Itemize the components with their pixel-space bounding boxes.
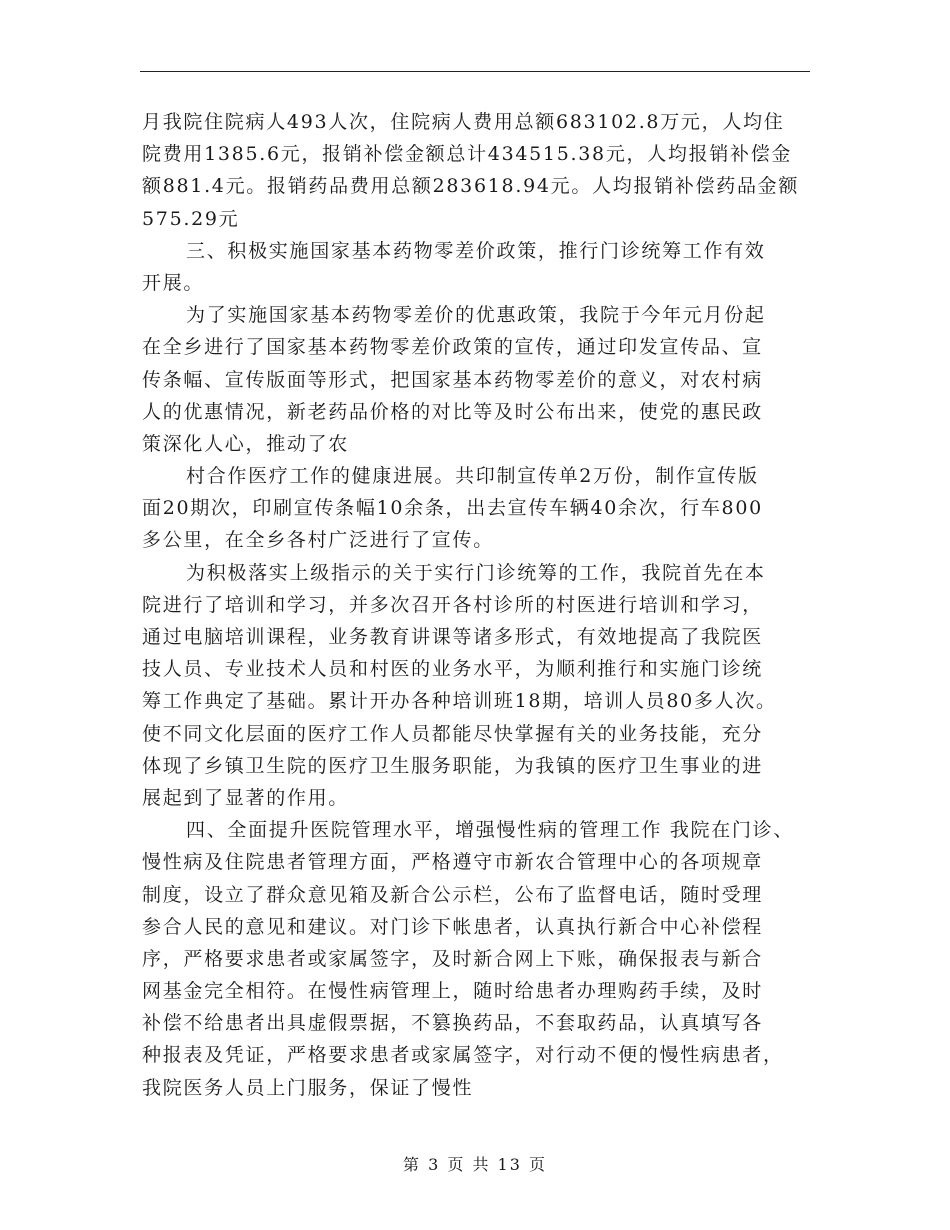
text-line: 种报表及凭证，严格要求患者或家属签字，对行动不便的慢性病患者， xyxy=(142,1044,784,1067)
text-line: 制度，设立了群众意见箱及新合公示栏，公布了监督电话，随时受理 xyxy=(142,883,764,906)
paragraph-start: 为积极落实上级指示的关于实行门诊统筹的工作，我院首先在本 xyxy=(186,561,766,584)
text-line: 多公里，在全乡各村广泛进行了宣传。 xyxy=(142,529,494,552)
paragraph-start: 为了实施国家基本药物零差价的优惠政策，我院于今年元月份起 xyxy=(186,304,766,327)
text-line: 使不同文化层面的医疗工作人员都能尽快掌握有关的业务技能，充分 xyxy=(142,722,764,745)
body-text xyxy=(142,106,810,1104)
text-line: 面20期次，印刷宣传条幅10余条，出去宣传车辆40余次，行车800 xyxy=(142,497,763,520)
text-line: 体现了乡镇卫生院的医疗卫生服务职能，为我镇的医疗卫生事业的进 xyxy=(142,754,764,777)
text-line: 策深化人心，推动了农 xyxy=(142,432,350,455)
text-line: 人的优惠情况，新老药品价格的对比等及时公布出来，使党的惠民政 xyxy=(142,400,764,423)
header-rule xyxy=(140,71,810,72)
text-line: 开展。 xyxy=(142,271,205,294)
text-line: 序，严格要求患者或家属签字，及时新合网上下账，确保报表与新合 xyxy=(142,947,764,970)
text-line: 网基金完全相符。在慢性病管理上，随时给患者办理购药手续，及时 xyxy=(142,980,764,1003)
text-line: 展起到了显著的作用。 xyxy=(142,786,350,809)
text-line: 额881.4元。报销药品费用总额283618.94元。人均报销补偿药品金额 xyxy=(142,175,800,198)
text-line: 技人员、专业技术人员和村医的业务水平，为顺利推行和实施门诊统 xyxy=(142,658,764,681)
section-heading-3: 三、积极实施国家基本药物零差价政策，推行门诊统筹工作有效 xyxy=(186,239,766,262)
paragraph-start: 村合作医疗工作的健康进展。共印制宣传单2万份，制作宣传版 xyxy=(186,465,759,488)
text-line: 院进行了培训和学习，并多次召开各村诊所的村医进行培训和学习， xyxy=(142,593,764,616)
text-line: 院费用1385.6元，报销补偿金额总计434515.38元，人均报销补偿金 xyxy=(142,143,793,166)
text-line: 在全乡进行了国家基本药物零差价政策的宣传，通过印发宣传品、宣 xyxy=(142,336,764,359)
text-line: 补偿不给患者出具虚假票据，不篡换药品，不套取药品，认真填写各 xyxy=(142,1012,764,1035)
text-line: 通过电脑培训课程，业务教育讲课等诸多形式，有效地提高了我院医 xyxy=(142,626,764,648)
text-line: 慢性病及住院患者管理方面，严格遵守市新农合管理中心的各项规章 xyxy=(142,851,764,874)
text-line: 参合人民的意见和建议。对门诊下帐患者，认真执行新合中心补偿程 xyxy=(142,915,764,938)
text-line: 575.29元 xyxy=(142,207,240,230)
text-line: 我院医务人员上门服务，保证了慢性 xyxy=(142,1076,474,1099)
section-heading-4: 四、全面提升医院管理水平，增强慢性病的管理工作 我院在门诊、 xyxy=(186,819,795,842)
page-number-footer: 第 3 页 共 13 页 xyxy=(403,1155,547,1174)
text-line: 筹工作典定了基础。累计开办各种培训班18期，培训人员80多人次。 xyxy=(142,690,777,713)
text-line: 传条幅、宣传版面等形式，把国家基本药物零差价的意义，对农村病 xyxy=(142,368,764,391)
text-line: 月我院住院病人493人次，住院病人费用总额683102.8万元，人均住 xyxy=(142,111,785,133)
